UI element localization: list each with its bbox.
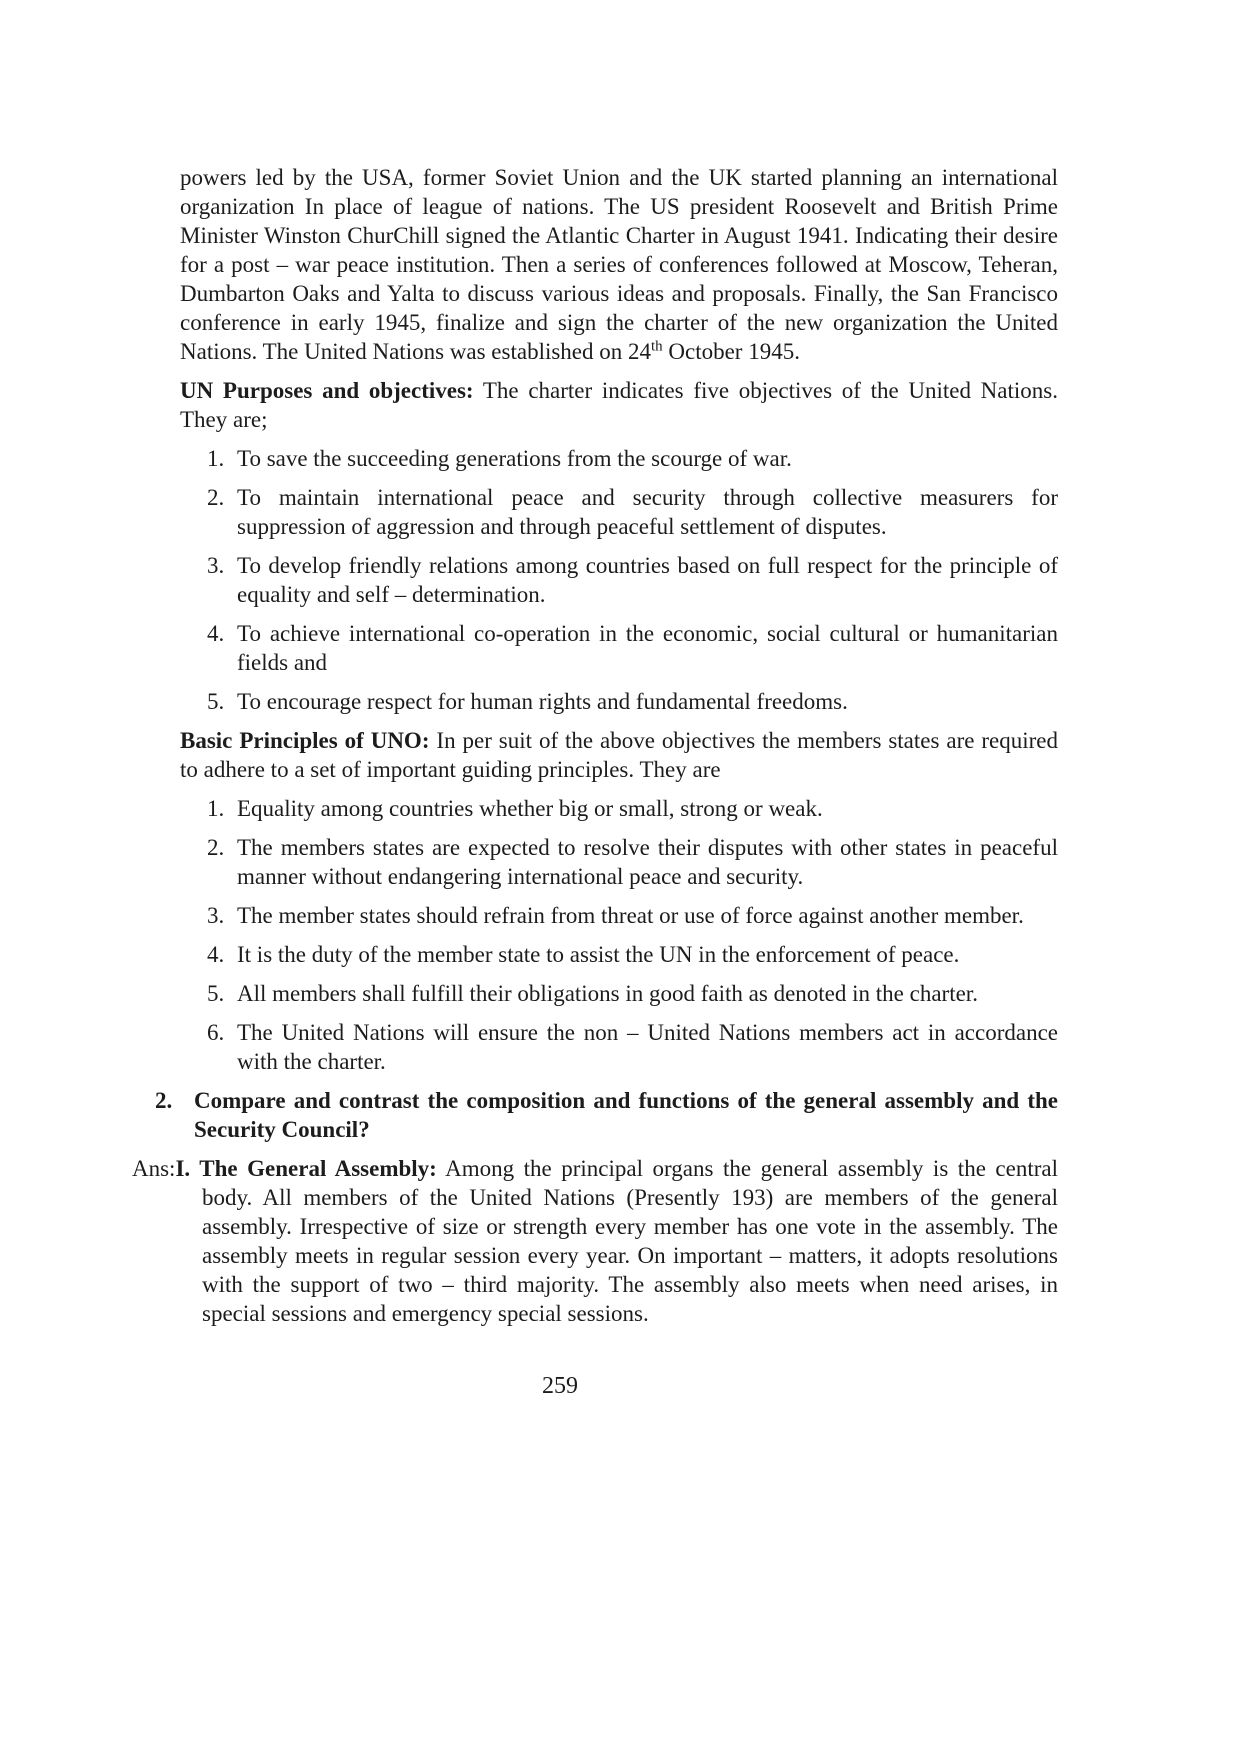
list-item-text: The members states are expected to resolve their disputes with other states in peaceful manner without endangering international peace and security. [237, 835, 1058, 889]
list-item-number: 4. [207, 621, 225, 646]
principles-list [180, 794, 1058, 1076]
purposes-intro-text: The charter indicates five objectives of the United Nations. They are; [180, 378, 1058, 432]
list-item-text: To encourage respect for human rights and fundamental freedoms. [237, 689, 848, 714]
question-2 [155, 1086, 1058, 1144]
list-item [180, 444, 1058, 473]
list-item [180, 901, 1058, 930]
list-item-number: 1. [207, 796, 225, 821]
intro-text-after: October 1945. [662, 339, 800, 364]
list-item-text: To maintain international peace and security through collective measurers for suppression of aggression and through peaceful settlement of disputes. [237, 485, 1058, 539]
list-item-text: The member states should refrain from threat or use of force against another member. [237, 903, 1024, 928]
intro-paragraph [180, 163, 1058, 366]
intro-text-before: powers led by the USA, former Soviet Union and the UK started planning an international organization In place of league of nations. The US president Roosevelt and British Prime Minister Winston ChurChill signed the Atlantic Charter in August 1941. Indicating their desire for a post – war peace institution. Then a series of conferences followed at Moscow, Teheran, Dumbarton Oaks and Yalta to discuss various ideas and proposals. Finally, the San Francisco conference in early 1945, finalize and sign the charter of the new organization the United Nations. The United Nations was established on 24 [180, 165, 1058, 364]
list-item-text: To develop friendly relations among countries based on full respect for the principle of equality and self – determination. [237, 553, 1058, 607]
list-item [180, 687, 1058, 716]
list-item-number: 3. [207, 903, 225, 928]
list-item [180, 833, 1058, 891]
answer-label: Ans: [132, 1156, 176, 1181]
list-item-text: To achieve international co-operation in the economic, social cultural or humanitarian fields and [237, 621, 1058, 675]
ordinal-superscript: th [651, 338, 663, 355]
list-item-number: 1. [207, 446, 225, 471]
page-number: 259 [542, 1373, 578, 1399]
principles-heading: Basic Principles of UNO: [180, 728, 430, 753]
answer-text: Among the principal organs the general assembly is the central body. All members of the United Nations (Presently 193) are members of the general assembly. Irrespective of size or strength every member has one vote in the assembly. The assembly meets in regular session every year. On important – matters, it adopts resolutions with the support of two – third majority. The assembly also meets when need arises, in special sessions and emergency special sessions. [202, 1156, 1058, 1326]
question-number: 2. [155, 1088, 173, 1113]
list-item [180, 794, 1058, 823]
list-item [180, 1018, 1058, 1076]
list-item [180, 979, 1058, 1008]
list-item-number: 3. [207, 553, 225, 578]
list-item [180, 940, 1058, 969]
list-item [180, 483, 1058, 541]
page-content [132, 163, 1058, 1328]
list-item-number: 2. [207, 485, 225, 510]
list-item [180, 551, 1058, 609]
list-item-text: Equality among countries whether big or small, strong or weak. [237, 796, 823, 821]
answer-paragraph [132, 1154, 1058, 1328]
list-item-number: 6. [207, 1020, 225, 1045]
purposes-heading-paragraph [180, 376, 1058, 434]
principles-intro-text: In per suit of the above objectives the members states are required to adhere to a set of important guiding principles. They are [180, 728, 1058, 782]
list-item-text: The United Nations will ensure the non – United Nations members act in accordance with the charter. [237, 1020, 1058, 1074]
list-item-number: 2. [207, 835, 225, 860]
list-item-number: 5. [207, 689, 225, 714]
list-item-text: To save the succeeding generations from the scourge of war. [237, 446, 792, 471]
list-item [180, 619, 1058, 677]
list-item-number: 4. [207, 942, 225, 967]
purposes-heading: UN Purposes and objectives: [180, 378, 474, 403]
list-item-text: It is the duty of the member state to assist the UN in the enforcement of peace. [237, 942, 960, 967]
principles-heading-paragraph [180, 726, 1058, 784]
answer-heading: I. The General Assembly: [175, 1156, 437, 1181]
question-text: Compare and contrast the composition and functions of the general assembly and the Security Council? [194, 1088, 1058, 1142]
list-item-number: 5. [207, 981, 225, 1006]
list-item-text: All members shall fulfill their obligations in good faith as denoted in the charter. [237, 981, 978, 1006]
purposes-list [180, 444, 1058, 716]
